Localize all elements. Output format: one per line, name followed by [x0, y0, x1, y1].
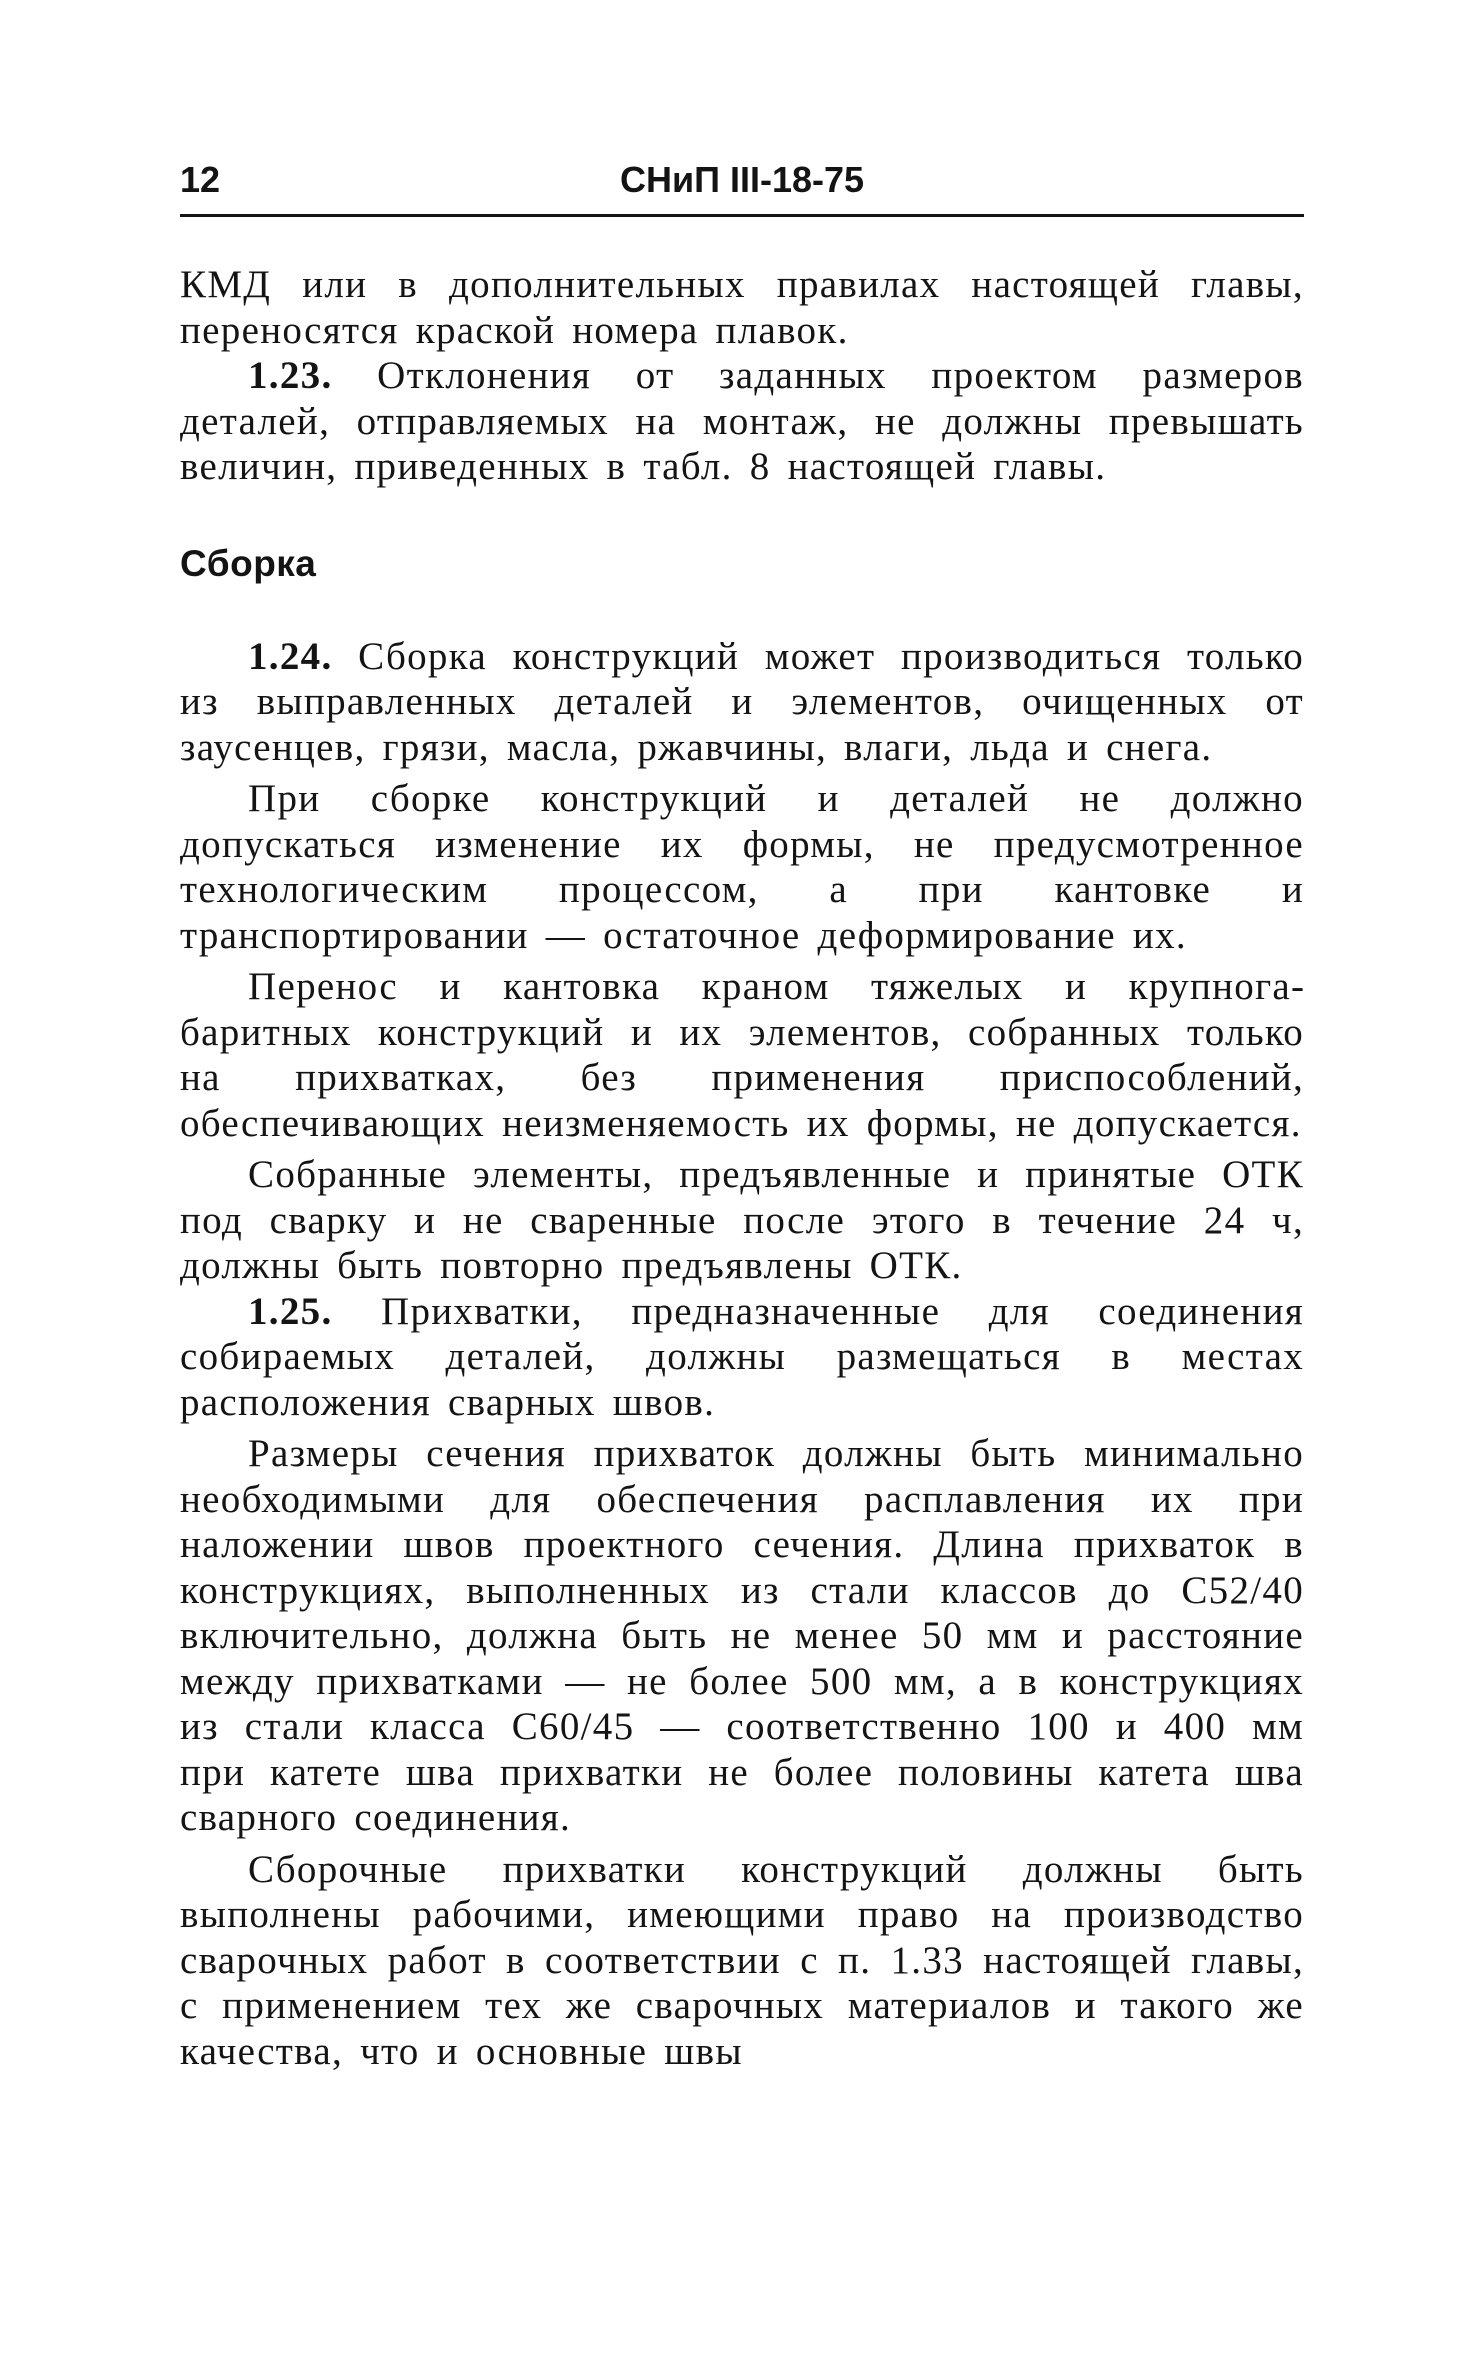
clause-number: 1.23.: [248, 354, 333, 397]
paragraph: При сборке конструкций и деталей не должно допускаться изменение их формы, не предусмотренное технологическим процессом, а при кантовке и транспортировании — остаточное деформирование их.: [180, 777, 1304, 957]
paragraph: Размеры сечения прихваток должны быть минимально необходимыми для обеспечения расплавления их при наложении швов проектного сечения. Длина прихваток в конструкциях, выполненных из стали классов до С52/40 включительно, должна быть не менее 50 мм и расстояние между прихватками — не более 500 мм, а в конструкциях из стали класса С60/45 — соответственно 100 и 400 мм при катете шва прихватки не более половины катета шва сварного соединения.: [180, 1432, 1304, 1839]
clause-1-23: [180, 353, 1304, 490]
running-title: СНиП III-18-75: [619, 159, 865, 200]
clause-text: Сборка конструкций может производиться только из выправленных деталей и элементов, очищенных от заусенцев, грязи, масла, ржавчины, влаги, льда и снега.: [180, 634, 1304, 769]
paragraph-continuation: КМД или в дополнительных правилах настоящей главы, переносятся краской номера плавок.: [180, 263, 1304, 352]
clause-text: Отклонения от заданных проектом размеров деталей, отправляемых на монтаж, не должны превышать величин, приведенных в табл. 8 настоящей главы.: [180, 354, 1304, 488]
clause-number: 1.25.: [248, 1289, 333, 1333]
header-rule: [180, 214, 1304, 217]
paragraph: Перенос и кантовка краном тяжелых и крупногабаритных конструкций и их элементов, собранных только на прихватках, без применения приспособлений, обеспечивающих неизменяемость их формы, не допускается.: [180, 965, 1304, 1145]
clause-1-24: [180, 634, 1304, 771]
clause-text: Прихватки, предназначенные для соединения собираемых деталей, должны размещаться в местах расположения сварных швов.: [180, 1289, 1304, 1424]
paragraph: Собранные элементы, предъявленные и принятые ОТК под сварку и не сваренные после этого в течение 24 ч, должны быть повторно предъявлены ОТК.: [180, 1153, 1304, 1287]
body-text: [180, 262, 1304, 2074]
clause-1-25: [180, 1289, 1304, 1426]
page-header: [180, 156, 1304, 212]
paragraph: Сборочные прихватки конструкций должны быть выполнены рабочими, имеющими право на производство сварочных работ в соответствии с п. 1.33 настоящей главы, с применением тех же сварочных материалов и такого же качества, что и основные швы: [180, 1847, 1304, 2073]
clause-number: 1.24.: [248, 634, 333, 678]
section-heading: Сборка: [180, 542, 317, 584]
page-number: 12: [180, 159, 221, 200]
